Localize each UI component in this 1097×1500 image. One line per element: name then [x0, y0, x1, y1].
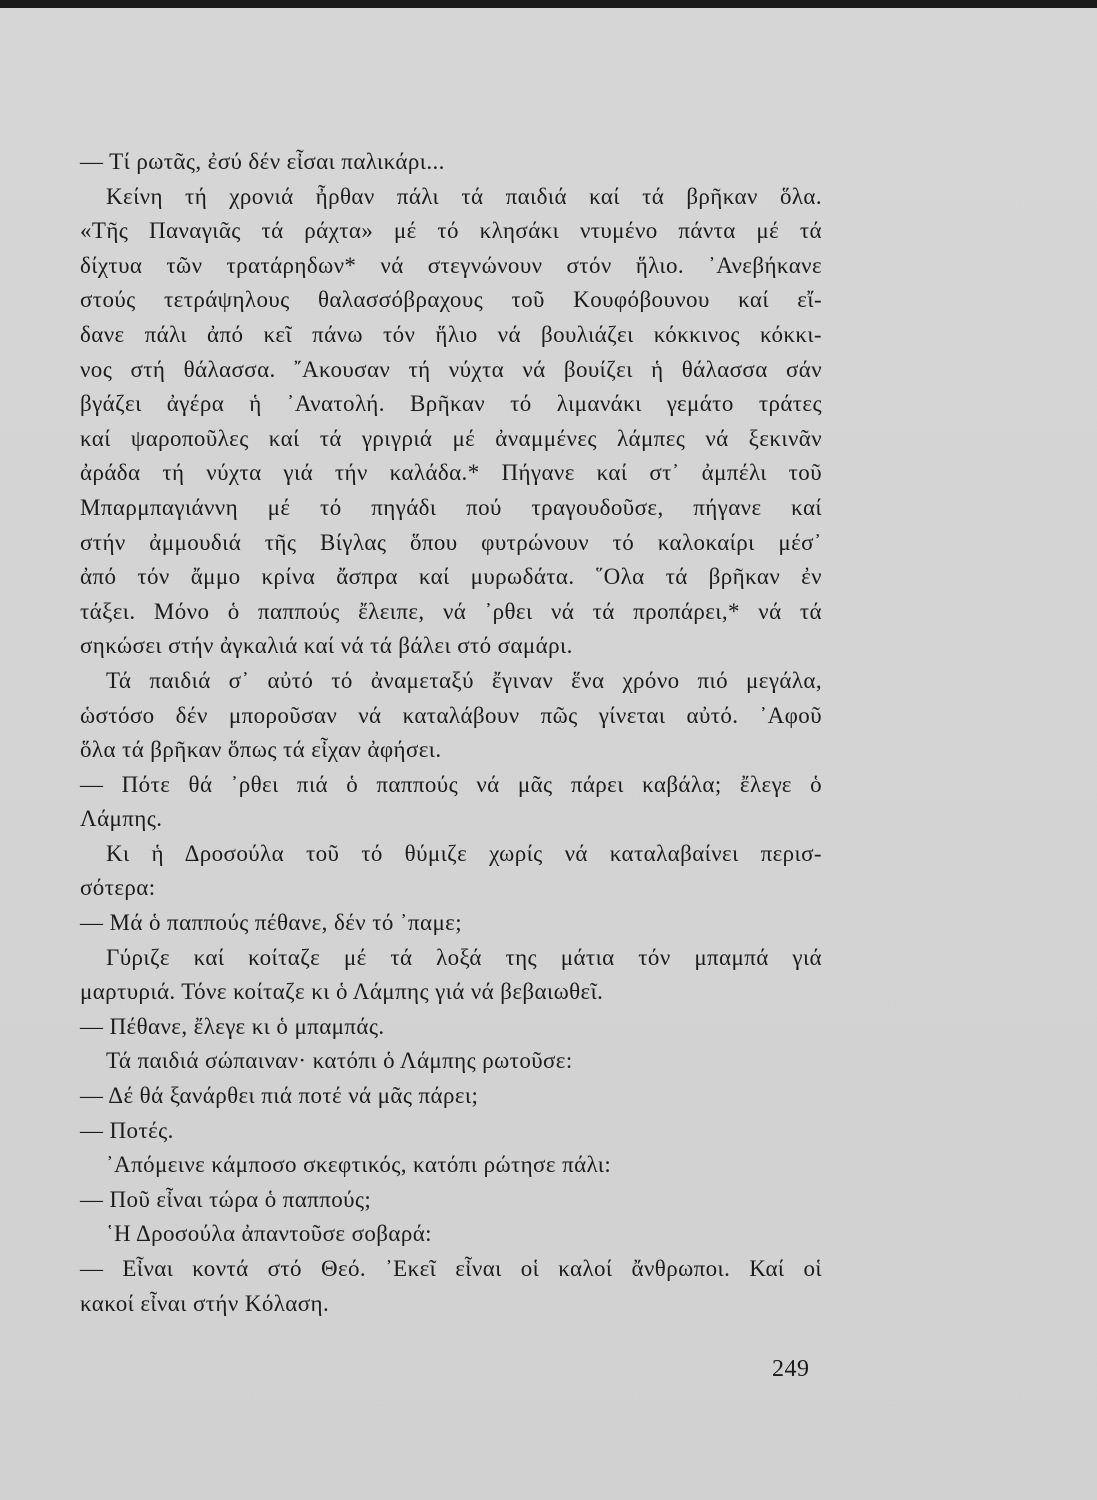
text-line: ἀράδα τή νύχτα γιά τήν καλάδα.* Πήγανε καί στ᾿ ἀμπέλι τοῦ — [80, 460, 822, 486]
text-line: ὡστόσο δέν μποροῦσαν νά καταλάβουν πῶς γίνεται αὐτό. ᾿Αφοῦ — [80, 702, 822, 728]
text-line: Τά παιδιά σώπαιναν· κατόπι ὁ Λάμπης ρωτοῦσε: — [106, 1048, 573, 1074]
page-number: 249 — [772, 1356, 810, 1382]
text-line: — Δέ θά ξανάρθει πιά ποτέ νά μᾶς πάρει; — [80, 1083, 479, 1109]
text-line: Μπαρμπαγιάννη μέ τό πηγάδι πού τραγουδοῦσε, πήγανε καί — [80, 494, 822, 520]
text-line: Κείνη τή χρονιά ἦρθαν πάλι τά παιδιά καί τά βρῆκαν ὅλα. — [106, 183, 822, 209]
text-line: σηκώσει στήν ἀγκαλιά καί νά τά βάλει στό σαμάρι. — [80, 633, 573, 659]
text-line: τάξει. Μόνο ὁ παππούς ἔλειπε, νά ᾿ρθει νά τά προπάρει,* νά τά — [80, 598, 822, 624]
text-line: Τά παιδιά σ᾿ αὐτό τό ἀναμεταξύ ἔγιναν ἕνα χρόνο πιό μεγάλα, — [106, 667, 822, 693]
text-line: — Τί ρωτᾶς, ἐσύ δέν εἶσαι παλικάρι... — [80, 149, 445, 174]
text-line: Λάμπης. — [80, 806, 163, 832]
text-line: στήν ἀμμουδιά τῆς Βίγλας ὅπου φυτρώνουν τό καλοκαίρι μέσ᾿ — [80, 529, 822, 555]
text-line: Κι ἡ Δροσούλα τοῦ τό θύμιζε χωρίς νά καταλαβαίνει περισ- — [106, 840, 822, 866]
text-line: ᾿Απόμεινε κάμποσο σκεφτικός, κατόπι ρώτησε πάλι: — [106, 1152, 612, 1178]
text-line: — Πέθανε, ἔλεγε κι ὁ μπαμπάς. — [80, 1013, 385, 1039]
text-line: — Μά ὁ παππούς πέθανε, δέν τό ᾿παμε; — [80, 910, 463, 936]
text-line: ἀπό τόν ἄμμο κρίνα ἄσπρα καί μυρωδάτα. ῞Ολα τά βρῆκαν ἐν — [80, 564, 822, 590]
text-line: στούς τετράψηλους θαλασσόβραχους τοῦ Κουφόβουνου καί εἴ- — [80, 287, 822, 313]
text-line: — Εἶναι κοντά στό Θεό. ᾿Εκεῖ εἶναι οἱ καλοί ἄνθρωποι. Καί οἱ — [80, 1256, 822, 1281]
text-line: «Τῆς Παναγιᾶς τά ράχτα» μέ τό κλησάκι ντυμένο πάντα μέ τά — [80, 218, 822, 244]
text-line: — Πότε θά ᾿ρθει πιά ὁ παππούς νά μᾶς πάρει καβάλα; ἔλεγε ὁ — [80, 771, 822, 797]
text-line: δανε πάλι ἀπό κεῖ πάνω τόν ἥλιο νά βουλιάζει κόκκινος κόκκι- — [80, 321, 822, 347]
text-line: Γύριζε καί κοίταζε μέ τά λοξά της μάτια τόν μπαμπά γιά — [106, 944, 822, 970]
text-line: ῾Η Δροσούλα ἀπαντοῦσε σοβαρά: — [106, 1221, 432, 1247]
text-line: δίχτυα τῶν τρατάρηδων* νά στεγνώνουν στόν ἥλιο. ᾿Ανεβήκανε — [80, 252, 822, 278]
text-line: — Ποτές. — [80, 1117, 174, 1143]
scan-top-edge — [0, 0, 1097, 8]
text-line: κακοί εἶναι στήν Κόλαση. — [80, 1290, 330, 1316]
text-line: καί ψαροποῦλες καί τά γριγριά μέ ἀναμμένες λάμπες νά ξεκινᾶν — [80, 425, 822, 451]
text-line: μαρτυριά. Τόνε κοίταζε κι ὁ Λάμπης γιά νά βεβαιωθεῖ. — [80, 979, 604, 1005]
text-line: σότερα: — [80, 875, 156, 901]
text-line: — Ποῦ εἶναι τώρα ὁ παππούς; — [80, 1186, 372, 1212]
text-line: ὅλα τά βρῆκαν ὅπως τά εἶχαν ἀφήσει. — [80, 737, 442, 763]
text-line: νος στή θάλασσα. ῎Ακουσαν τή νύχτα νά βουίζει ἡ θάλασσα σάν — [80, 356, 822, 382]
text-line: βγάζει ἀγέρα ἡ ᾿Ανατολή. Βρῆκαν τό λιμανάκι γεμάτο τράτες — [80, 391, 822, 417]
body-text — [80, 145, 822, 1321]
